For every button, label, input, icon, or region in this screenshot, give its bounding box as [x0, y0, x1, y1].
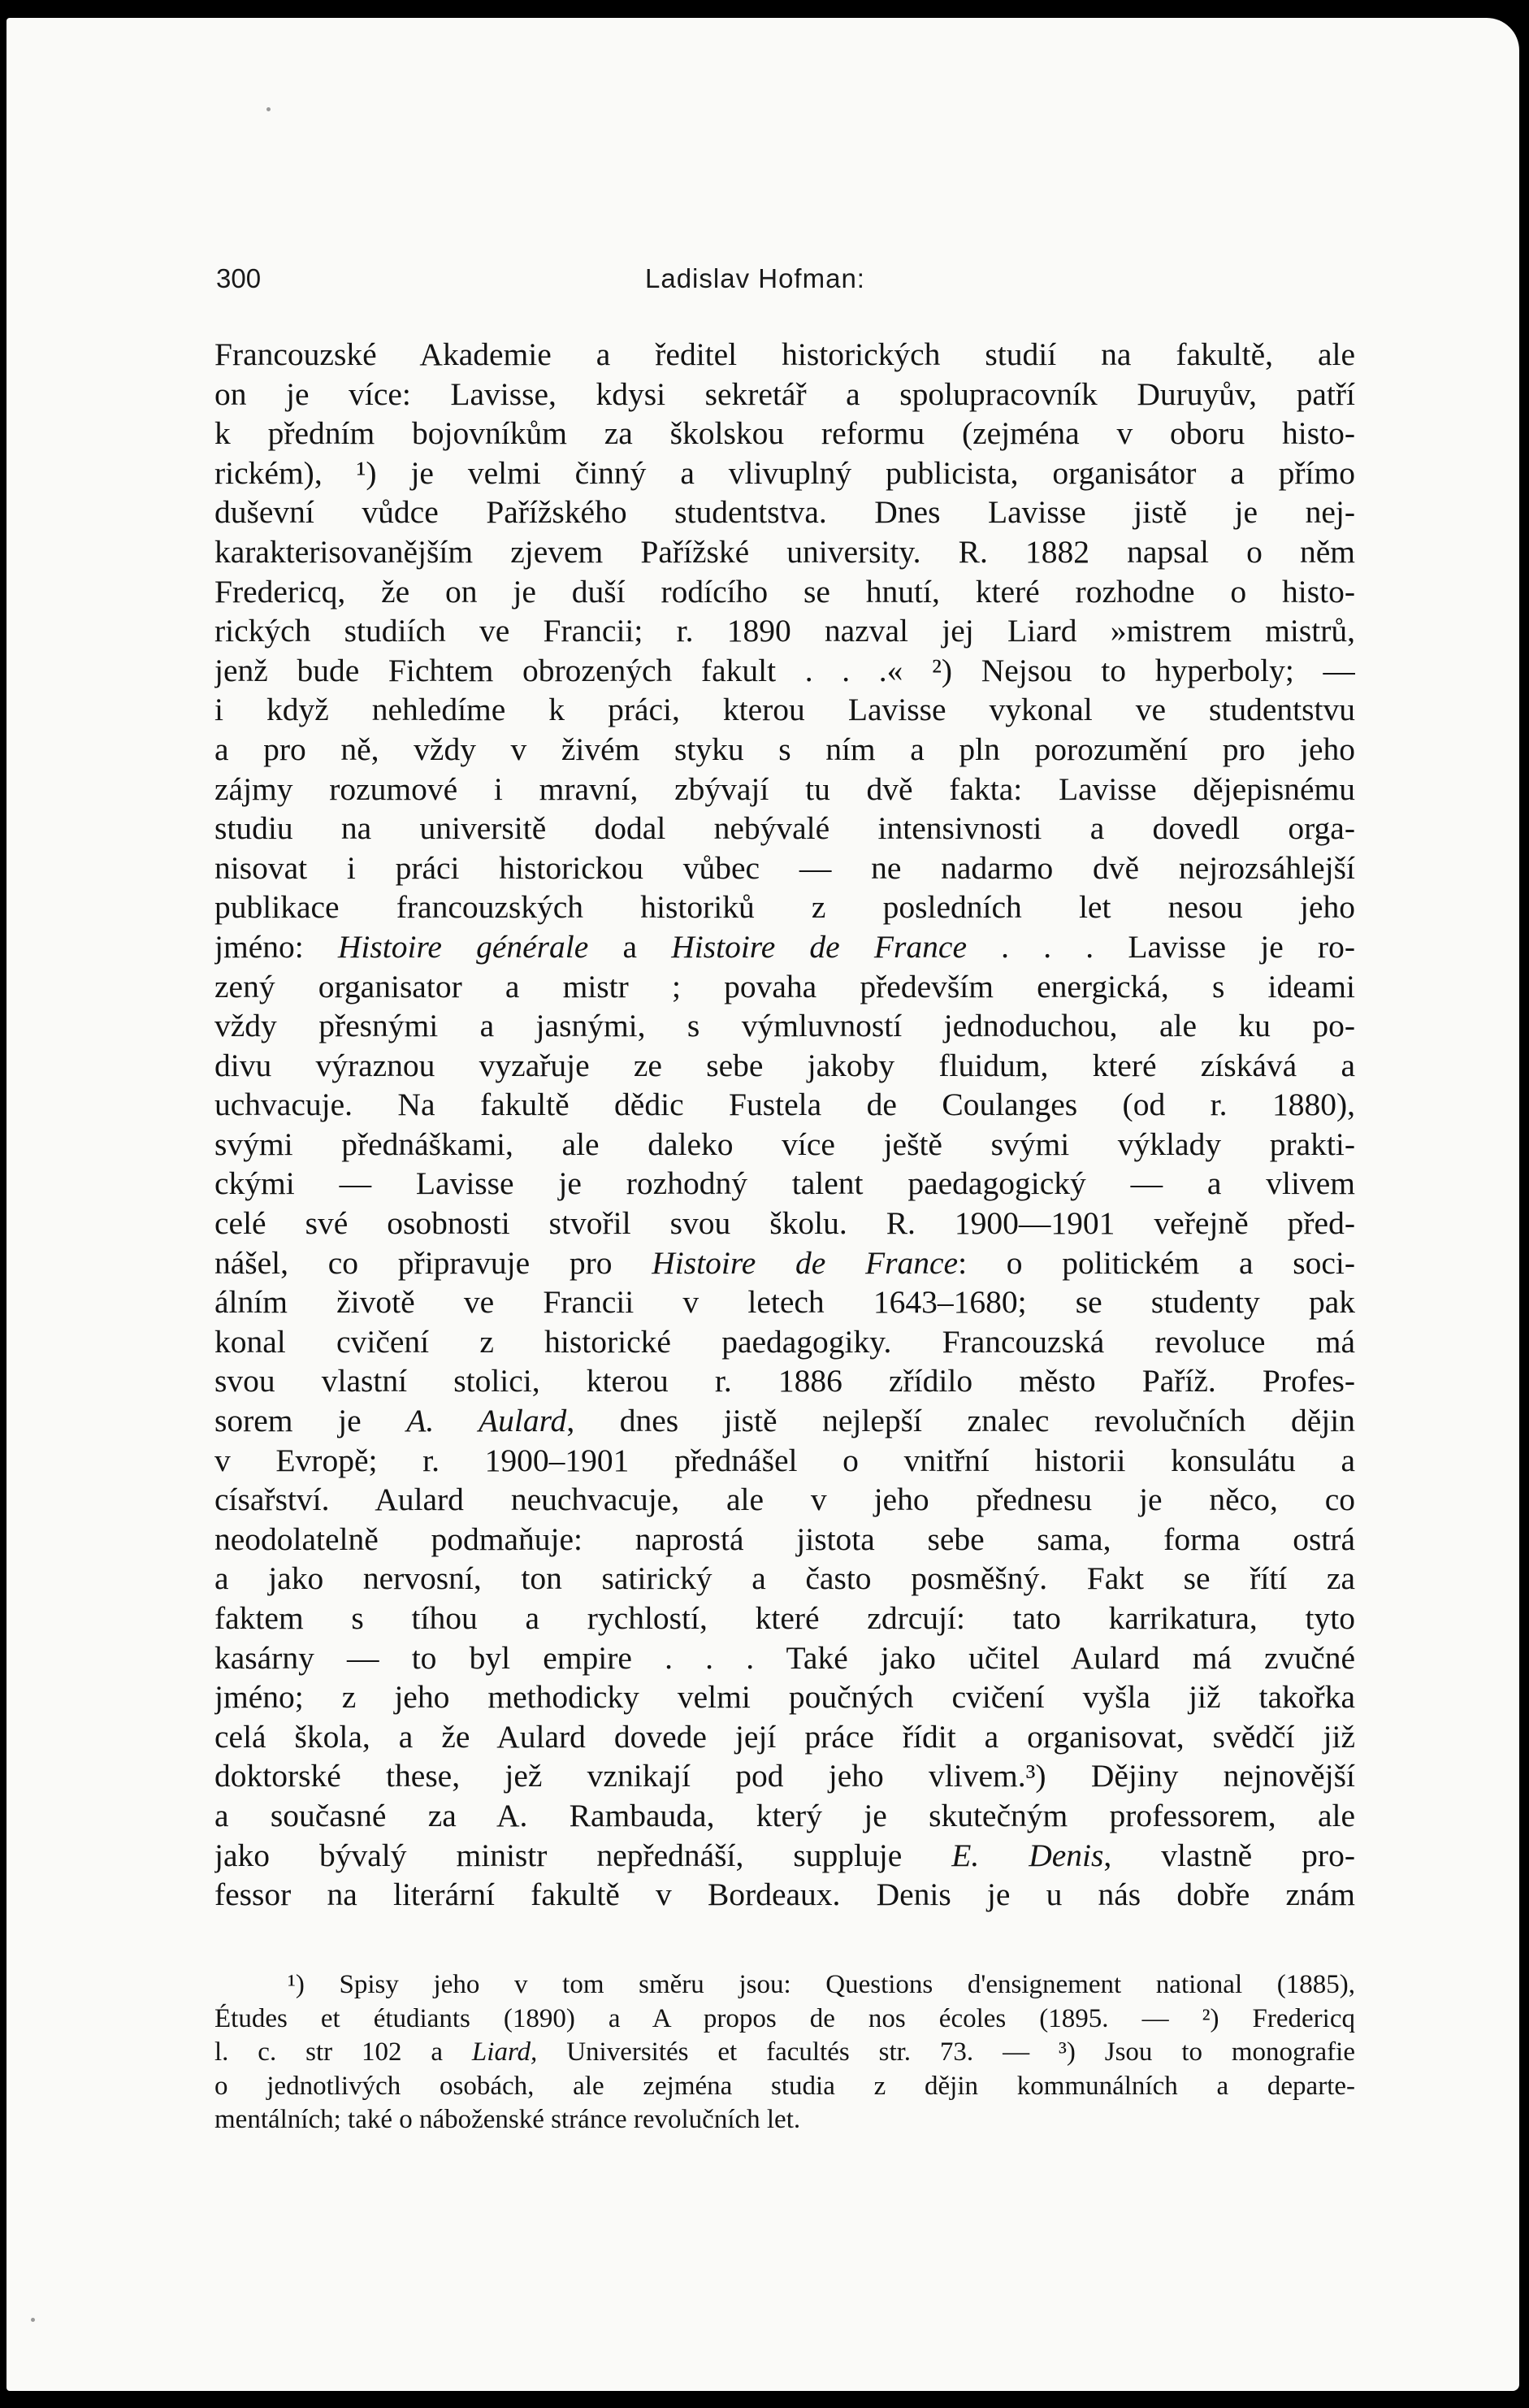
text-line: karakterisovanějším zjevem Pařížské university. R. 1882 napsal o něm	[214, 533, 1355, 570]
paper-speck	[31, 2318, 35, 2322]
text-line: celá škola, a že Aulard dovede její práce řídit a organisovat, svědčí již	[214, 1718, 1355, 1755]
main-text	[214, 335, 1355, 1915]
text-line: fessor na literární fakultě v Bordeaux. Denis je u nás dobře znám	[214, 1877, 1355, 1913]
text-line: studiu na universitě dodal nebývalé intensivnosti a dovedl orga-	[214, 810, 1355, 847]
text-line: faktem s tíhou a rychlostí, které zdrcují: tato karrikatura, tyto	[214, 1600, 1355, 1636]
text-line: publikace francouzských historiků z posledních let nesou jeho	[214, 889, 1355, 926]
footnotes	[214, 1968, 1355, 2137]
text-line: kasárny — to byl empire . . . Také jako učitel Aulard má zvučné	[214, 1639, 1355, 1676]
text-line: v Evropě; r. 1900–1901 přednášel o vnitřní historii konsulátu a	[214, 1442, 1355, 1478]
text-line: jméno; z jeho methodicky velmi poučných cvičení vyšla již takořka	[214, 1679, 1355, 1716]
text-line: císařství. Aulard neuchvacuje, ale v jeho přednesu je něco, co	[214, 1482, 1355, 1518]
text-line: jako bývalý ministr nepřednáší, suppluje E. Denis, vlastně pro-	[214, 1837, 1355, 1873]
text-line: svými přednáškami, ale daleko více ještě svými výklady prakti-	[214, 1126, 1355, 1162]
text-line: on je více: Lavisse, kdysi sekretář a spolupracovník Duruyův, patří	[214, 375, 1355, 412]
running-header	[216, 263, 1354, 312]
text-line: k předním bojovníkům za školskou reformu (zejména v oboru histo-	[214, 415, 1355, 452]
text-line: zený organisator a mistr ; povaha především energická, s ideami	[214, 968, 1355, 1004]
running-title: Ladislav Hofman:	[645, 263, 865, 293]
footnote-line: mentálních; také o náboženské stránce revolučních let.	[214, 2105, 801, 2134]
footnote-line: l. c. str 102 a Liard, Universités et facultés str. 73. — ³) Jsou to monografie	[214, 2037, 1355, 2067]
text-line: Fredericq, že on je duší rodícího se hnutí, které rozhodne o histo-	[214, 573, 1355, 610]
paper-speck	[266, 107, 271, 111]
text-line: duševní vůdce Pařížského studentstva. Dnes Lavisse jistě je nej-	[214, 494, 1355, 531]
text-line: divu výraznou vyzařuje ze sebe jakoby fluidum, které získává a	[214, 1047, 1355, 1083]
text-line: álním životě ve Francii v letech 1643–1680; se studenty pak	[214, 1284, 1355, 1321]
text-line: uchvacuje. Na fakultě dědic Fustela de Coulanges (od r. 1880),	[214, 1087, 1355, 1123]
footnote-line: Études et étudiants (1890) a A propos de nos écoles (1895. — ²) Fredericq	[214, 2003, 1355, 2033]
book-page	[6, 18, 1519, 2391]
text-line: rických studiích ve Francii; r. 1890 nazval jej Liard »mistrem mistrů,	[214, 613, 1355, 649]
text-line: doktorské these, jež vznikají pod jeho vlivem.³) Dějiny nejnovější	[214, 1758, 1355, 1794]
text-line: rickém), ¹) je velmi činný a vlivuplný publicista, organisátor a přímo	[214, 454, 1355, 491]
text-line: a současné za A. Rambauda, který je skutečným professorem, ale	[214, 1797, 1355, 1833]
text-line: sorem je A. Aulard, dnes jistě nejlepší znalec revolučních dějin	[214, 1403, 1355, 1439]
text-line: nisovat i práci historickou vůbec — ne nadarmo dvě nejrozsáhlejší	[214, 849, 1355, 886]
text-line: vždy přesnými a jasnými, s výmluvností jednoduchou, ale ku po-	[214, 1008, 1355, 1044]
text-line: neodolatelně podmaňuje: naprostá jistota sebe sama, forma ostrá	[214, 1521, 1355, 1557]
text-line: zájmy rozumové i mravní, zbývají tu dvě fakta: Lavisse dějepisnému	[214, 770, 1355, 807]
text-line: a jako nervosní, ton satirický a často posměšný. Fakt se řítí za	[214, 1560, 1355, 1597]
text-line: Francouzské Akademie a ředitel historických studií na fakultě, ale	[214, 336, 1355, 372]
text-line: konal cvičení z historické paedagogiky. Francouzská revoluce má	[214, 1323, 1355, 1360]
text-line: svou vlastní stolici, kterou r. 1886 zřídilo město Paříž. Profes-	[214, 1363, 1355, 1399]
footnote-line: ¹) Spisy jeho v tom směru jsou: Questions d'ensignement national (1885),	[288, 1970, 1355, 1999]
page-number: 300	[216, 263, 262, 293]
text-line: a pro ně, vždy v živém styku s ním a pln porozumění pro jeho	[214, 731, 1355, 767]
text-line: nášel, co připravuje pro Histoire de France: o politickém a soci-	[214, 1244, 1355, 1281]
text-line: ckými — Lavisse je rozhodný talent paedagogický — a vlivem	[214, 1165, 1355, 1202]
text-line: jméno: Histoire générale a Histoire de France . . . Lavisse je ro-	[214, 928, 1355, 965]
text-line: jenž bude Fichtem obrozených fakult . . .« ²) Nejsou to hyperboly; —	[214, 652, 1355, 688]
footnote-line: o jednotlivých osobách, ale zejména studia z dějin kommunálních a departe-	[214, 2071, 1355, 2101]
text-line: i když nehledíme k práci, kterou Lavisse vykonal ve studentstvu	[214, 692, 1355, 728]
text-line: celé své osobnosti stvořil svou školu. R. 1900—1901 veřejně před-	[214, 1205, 1355, 1242]
